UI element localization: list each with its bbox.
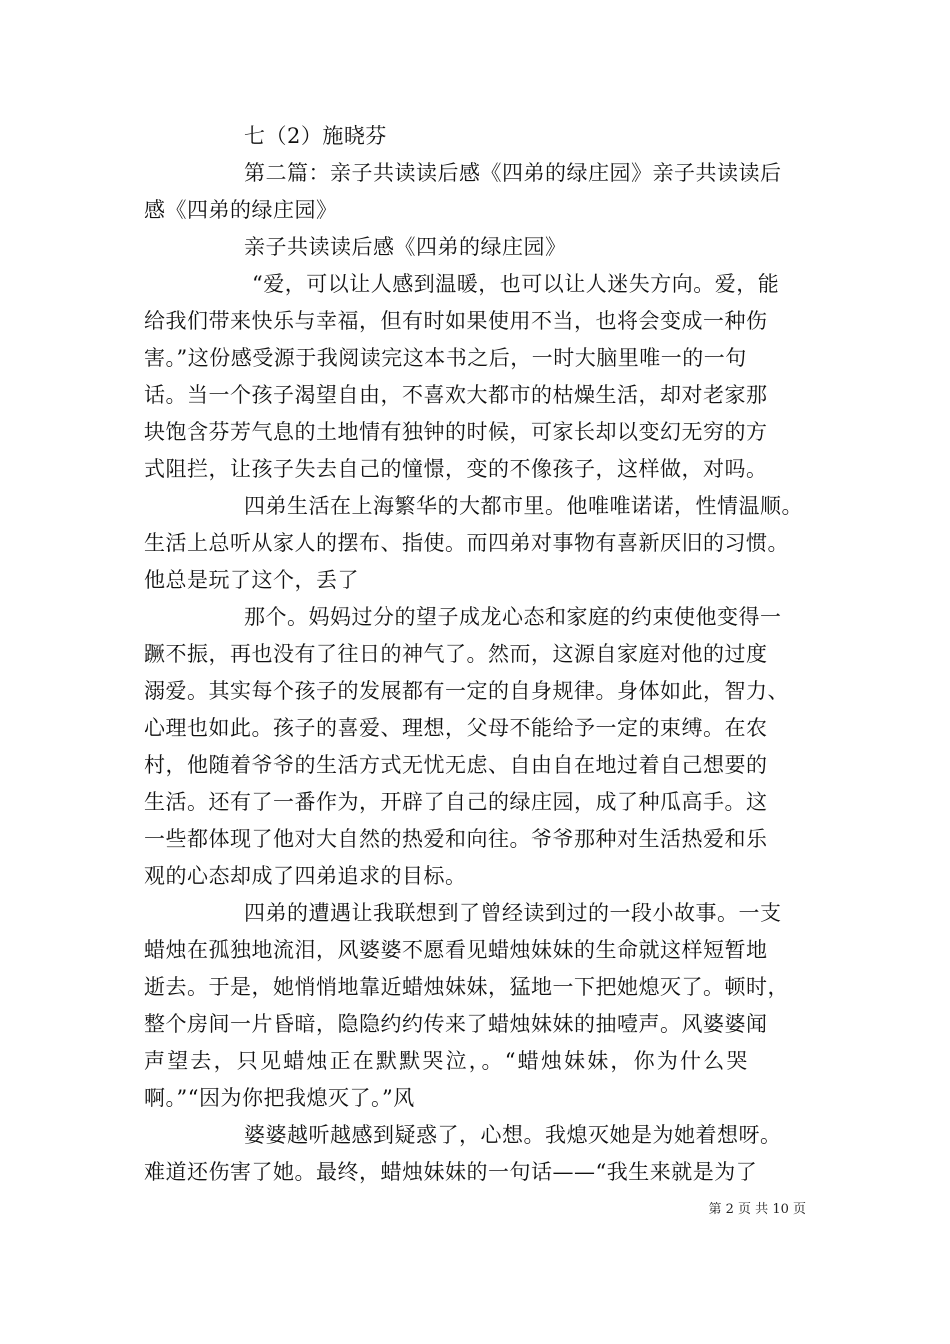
paragraph-line: 生活上总听从家人的摆布、指使。而四弟对事物有喜新厌旧的习惯。 xyxy=(144,531,789,555)
paragraph-line: 村，他随着爷爷的生活方式无忧无虑、自由自在地过着自己想要的 xyxy=(144,753,768,777)
paragraph-line: 给我们带来快乐与幸福，但有时如果使用不当，也将会变成一种伤 xyxy=(144,309,768,333)
paragraph-line: 溺爱。其实每个孩子的发展都有一定的自身规律。身体如此，智力、 xyxy=(144,679,789,703)
paragraph-line: 一些都体现了他对大自然的热爱和向往。爷爷那种对生活热爱和乐 xyxy=(144,827,768,851)
document-body xyxy=(144,118,808,1191)
paragraph-line: 声望去，只见蜡烛正在默默哭泣，。“蜡烛妹妹，你为什么哭 xyxy=(144,1049,750,1073)
section-heading-continued: 感《四弟的绿庄园》 xyxy=(144,198,338,222)
paragraph-line: 四弟的遭遇让我联想到了曾经读到过的一段小故事。一支 xyxy=(244,901,782,925)
essay-title: 亲子共读读后感《四弟的绿庄园》 xyxy=(244,235,567,259)
paragraph-line: 生活。还有了一番作为，开辟了自己的绿庄园，成了种瓜高手。这 xyxy=(144,790,768,814)
paragraph-line: 观的心态却成了四弟追求的目标。 xyxy=(144,864,467,888)
paragraph-line: 蜡烛在孤独地流泪，风婆婆不愿看见蜡烛妹妹的生命就这样短暂地 xyxy=(144,938,768,962)
paragraph-line: 那个。妈妈过分的望子成龙心态和家庭的约束使他变得一 xyxy=(244,605,782,629)
paragraph-line: 害。”这份感受源于我阅读完这本书之后，一时大脑里唯一的一句 xyxy=(144,346,747,370)
paragraph-line: 逝去。于是，她悄悄地靠近蜡烛妹妹，猛地一下把她熄灭了。顿时， xyxy=(144,975,789,999)
paragraph-line: 婆婆越听越感到疑惑了，心想。我熄灭她是为她着想呀。 xyxy=(244,1123,782,1147)
paragraph-line: 块饱含芬芳气息的土地情有独钟的时候，可家长却以变幻无穷的方 xyxy=(144,420,768,444)
paragraph-line: 话。当一个孩子渴望自由，不喜欢大都市的枯燥生活，却对老家那 xyxy=(144,383,768,407)
paragraph-line: 啊。”“因为你把我熄灭了。”风 xyxy=(144,1086,415,1110)
paragraph-line: 难道还伤害了她。最终，蜡烛妹妹的一句话——“我生来就是为了 xyxy=(144,1160,758,1184)
page-number: 第 2 页 共 10 页 xyxy=(708,1202,806,1217)
paragraph-line: “爱，可以让人感到温暖，也可以让人迷失方向。爱，能 xyxy=(252,272,780,296)
paragraph-line: 蹶不振，再也没有了往日的神气了。然而，这源自家庭对他的过度 xyxy=(144,642,768,666)
paragraph-line: 四弟生活在上海繁华的大都市里。他唯唯诺诺，性情温顺。 xyxy=(244,494,803,518)
author-line: 七（2）施晓芬 xyxy=(244,124,387,148)
paragraph-line: 整个房间一片昏暗，隐隐约约传来了蜡烛妹妹的抽噎声。风婆婆闻 xyxy=(144,1012,768,1036)
paragraph-line: 心理也如此。孩子的喜爱、理想，父母不能给予一定的束缚。在农 xyxy=(144,716,768,740)
paragraph-line: 式阻拦，让孩子失去自己的憧憬，变的不像孩子，这样做，对吗。 xyxy=(144,457,768,481)
section-heading: 第二篇：亲子共读读后感《四弟的绿庄园》亲子共读读后 xyxy=(244,161,782,185)
paragraph-line: 他总是玩了这个，丢了 xyxy=(144,568,359,592)
